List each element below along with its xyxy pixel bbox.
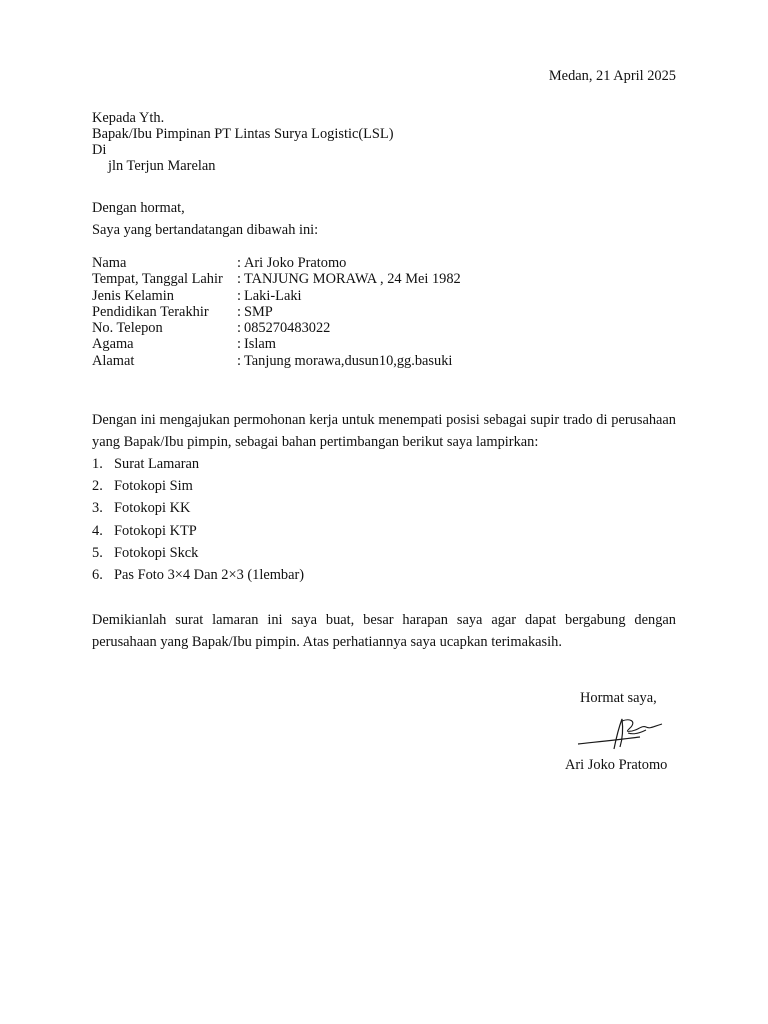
identity-separator: :: [237, 352, 241, 369]
recipient-company: Bapak/Ibu Pimpinan PT Lintas Surya Logistic(LSL): [92, 126, 394, 142]
identity-label: No. Telepon: [92, 320, 163, 337]
identity-separator: :: [237, 320, 241, 337]
identity-value: Tanjung morawa,dusun10,gg.basuki: [244, 352, 453, 369]
list-item: [92, 497, 304, 519]
list-text: Surat Lamaran: [114, 456, 200, 472]
closing-paragraph: [92, 609, 676, 653]
application-paragraph: [92, 409, 676, 453]
identity-row: [92, 336, 461, 352]
list-item: [92, 475, 304, 497]
signoff-text: Hormat saya,: [580, 690, 657, 706]
recipient-salutation: Kepada Yth.: [92, 110, 165, 126]
identity-separator: :: [237, 336, 241, 353]
identity-separator: :: [237, 271, 241, 288]
list-number: 2.: [92, 478, 103, 495]
identity-value: 085270483022: [244, 320, 331, 337]
recipient-di: Di: [92, 142, 107, 158]
list-number: 3.: [92, 500, 103, 517]
list-number: 5.: [92, 544, 103, 561]
identity-row: [92, 288, 461, 304]
identity-label: Pendidikan Terakhir: [92, 303, 209, 320]
list-text: Fotokopi Skck: [114, 544, 199, 561]
greeting-text: Dengan hormat,: [92, 200, 185, 216]
list-number: 6.: [92, 566, 103, 583]
identity-row: [92, 271, 461, 287]
list-text: Fotokopi KK: [114, 500, 191, 517]
identity-value: Islam: [244, 336, 276, 353]
letter-date: Medan, 21 April 2025: [548, 68, 676, 84]
identity-value: SMP: [244, 303, 273, 320]
list-text: Fotokopi KTP: [114, 522, 197, 539]
list-text: Pas Foto 3×4 Dan 2×3 (1lembar): [114, 566, 305, 583]
application-text: Dengan ini mengajukan permohonan kerja untuk menempati posisi sebagai supir trado di perusahaan yang Bapak/Ibu pimpin, sebagai bahan pertimbangan berikut saya lampirkan:: [92, 412, 676, 450]
recipient-block: [92, 110, 394, 174]
identity-label: Tempat, Tanggal Lahir: [92, 271, 223, 288]
identity-row: [92, 320, 461, 336]
identity-value: Laki-Laki: [244, 287, 302, 304]
identity-label: Jenis Kelamin: [92, 287, 174, 304]
identity-separator: :: [237, 255, 241, 271]
identity-row: [92, 353, 461, 369]
intro-text: Saya yang bertandatangan dibawah ini:: [92, 222, 319, 238]
list-item: [92, 564, 304, 586]
list-text: Fotokopi Sim: [114, 478, 193, 495]
identity-row: [92, 255, 461, 271]
identity-value: TANJUNG MORAWA , 24 Mei 1982: [244, 271, 461, 288]
identity-label: Agama: [92, 336, 134, 353]
identity-value: Ari Joko Pratomo: [244, 255, 347, 271]
identity-separator: :: [237, 287, 241, 304]
handwritten-signature: [576, 715, 668, 757]
closing-text: Demikianlah surat lamaran ini saya buat, besar harapan saya agar dapat bergabung dengan perusahaan yang Bapak/Ibu pimpin. Atas perhatiannya saya ucapkan terimakasih.: [92, 612, 676, 650]
attachment-list: [92, 453, 304, 586]
list-item: [92, 453, 304, 475]
list-item: [92, 542, 304, 564]
identity-label: Alamat: [92, 352, 135, 369]
list-number: 4.: [92, 522, 103, 539]
greeting-block: [92, 200, 318, 244]
identity-label: Nama: [92, 255, 127, 271]
list-item: [92, 520, 304, 542]
recipient-street: jln Terjun Marelan: [108, 158, 216, 174]
identity-table: [92, 255, 461, 369]
list-number: 1.: [92, 456, 103, 472]
signer-name: Ari Joko Pratomo: [565, 757, 668, 773]
identity-separator: :: [237, 303, 241, 320]
identity-row: [92, 304, 461, 320]
